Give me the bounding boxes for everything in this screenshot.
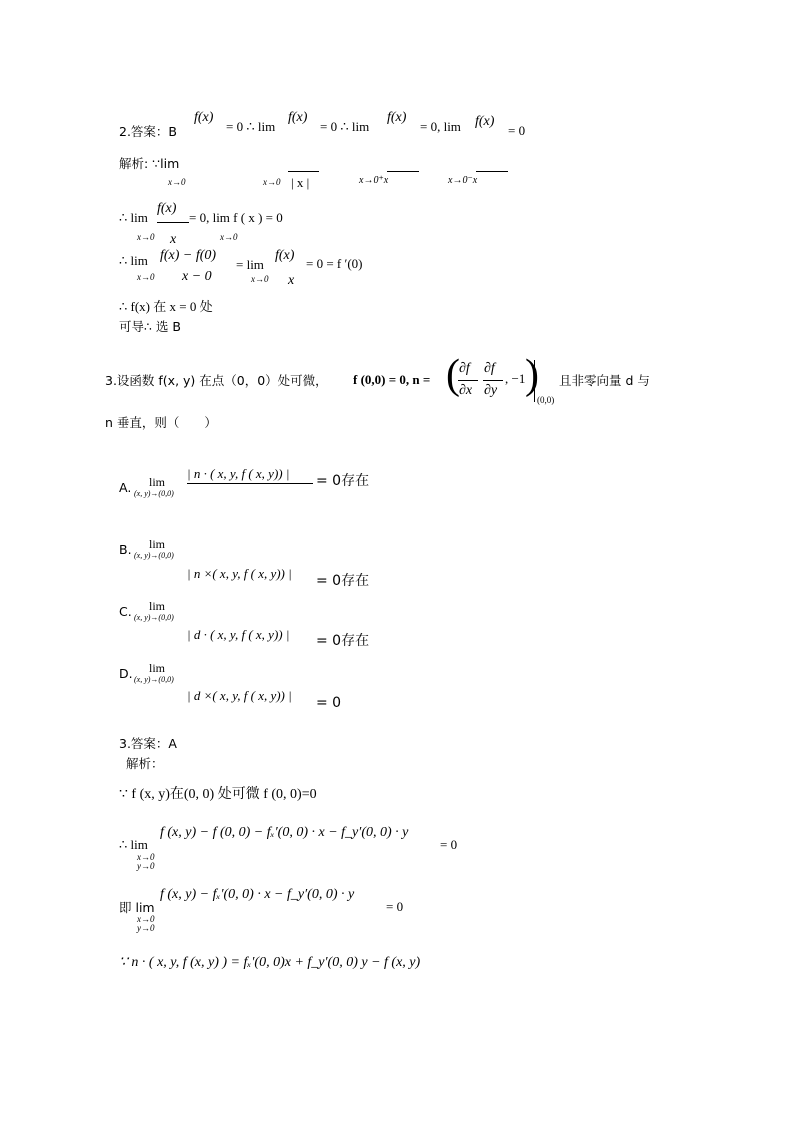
q3-line3-lim: 即 lim — [119, 900, 155, 915]
right-paren: ) — [525, 352, 539, 398]
q2-analysis-sub4: x→0⁻x — [448, 175, 478, 186]
q2-line1-num: f(x) — [157, 201, 177, 216]
option-a-label: A. — [119, 480, 132, 495]
fraction-bar — [458, 380, 478, 381]
fraction-bar — [483, 380, 503, 381]
option-b-sub: (x, y)→(0,0) — [134, 551, 174, 560]
q3-stem-j: n 垂直，则（ ） — [105, 415, 217, 430]
q3-stem-b: f (0,0) = 0, n = — [353, 372, 431, 387]
q2-line2-sub2: x→0 — [251, 274, 269, 284]
q2-formula-eq1: = 0 ∴ lim — [226, 119, 276, 134]
q3-stem-g: , −1 — [505, 371, 526, 386]
q3-line3-tail: = 0 — [386, 899, 404, 914]
q3-line3-sub2: y→0 — [137, 923, 155, 933]
q2-line1-lim: ∴ lim — [119, 210, 148, 225]
option-d-num: | d ×( x, y, f ( x, y)) | — [187, 688, 292, 703]
q3-line3-sub1: x→0 — [137, 914, 155, 924]
q2-line1-sub: x→0 — [137, 232, 155, 242]
option-d-lim: lim — [149, 661, 166, 675]
q3-line2-tail: = 0 — [440, 837, 458, 852]
option-c-lim: lim — [149, 599, 166, 613]
fraction-bar — [288, 171, 319, 172]
fraction-bar — [187, 483, 313, 484]
fraction-bar — [387, 171, 419, 172]
q2-line2-lim: ∴ lim — [119, 253, 148, 268]
q3-stem-i: 且非零向量 d 与 — [559, 373, 650, 388]
q2-formula-eq4: = 0 — [508, 123, 526, 138]
q3-stem-h: (0,0) — [537, 395, 555, 405]
q2-analysis-sub1: x→0 — [168, 177, 186, 187]
option-c-num: | d · ( x, y, f ( x, y)) | — [187, 627, 290, 642]
q3-line2-sub2: y→0 — [137, 861, 155, 871]
option-a-num: | n · ( x, y, f ( x, y)) | — [187, 466, 290, 481]
q2-formula-eq3: = 0, lim — [420, 119, 461, 134]
fraction-bar — [157, 222, 189, 223]
q3-analysis-label: 解析： — [126, 756, 164, 771]
option-c-sub: (x, y)→(0,0) — [134, 613, 174, 622]
q2-line2-eq: = lim — [236, 257, 264, 272]
q2-formula-fx4: f(x) — [475, 114, 495, 129]
q3-line3-num: f (x, y) − fₓ′(0, 0) · x − f_y′(0, 0) · y — [160, 887, 355, 902]
option-b-tail: = 0存在 — [316, 573, 370, 589]
option-a-sub: (x, y)→(0,0) — [134, 489, 174, 498]
q3-line2-lim: ∴ lim — [119, 837, 148, 852]
q2-line2-den: x − 0 — [182, 269, 212, 284]
q2-analysis-label: 解析: ∵lim — [119, 156, 180, 171]
q2-analysis-den2: | x | — [291, 175, 310, 190]
q3-stem-a: 3.设函数 f(x, y) 在点（0，0）处可微， — [105, 373, 328, 388]
q2-formula-eq2: = 0 ∴ lim — [320, 119, 370, 134]
q2-analysis-sub2: x→0 — [263, 177, 281, 187]
option-d-tail: = 0 — [316, 695, 342, 711]
q3-stem-d: ∂x — [459, 383, 473, 398]
option-d-sub: (x, y)→(0,0) — [134, 675, 174, 684]
option-c-label: C. — [119, 604, 132, 619]
q2-line2-num: f(x) − f(0) — [160, 248, 217, 263]
q2-line2-tail: = 0 = f ′(0) — [306, 256, 363, 271]
q2-line2-den2: x — [288, 273, 295, 288]
option-c-tail: = 0存在 — [316, 633, 370, 649]
q2-line1-den: x — [170, 232, 177, 247]
q2-line1-sub2: x→0 — [220, 232, 238, 242]
q3-line4: ∵ n · ( x, y, f (x, y) ) = fₓ′(0, 0)x + f_y′(0, 0) y − f (x, y) — [119, 955, 421, 970]
q2-line4: 可导∴ 选 B — [119, 319, 181, 334]
q2-formula-fx1: f(x) — [194, 110, 214, 125]
q3-line2-num: f (x, y) − f (0, 0) − fₓ′(0, 0) · x − f_y′(0, 0) · y — [160, 825, 409, 840]
q2-line2-sub: x→0 — [137, 272, 155, 282]
q2-line2-num2: f(x) — [275, 248, 295, 263]
option-a-lim: lim — [149, 475, 166, 489]
option-b-label: B. — [119, 542, 132, 557]
q3-stem-e: ∂f — [484, 361, 495, 376]
q3-stem-f: ∂y — [484, 383, 498, 398]
option-a-tail: = 0存在 — [316, 473, 370, 489]
q3-stem-c: ∂f — [459, 361, 470, 376]
q2-line1-mid: = 0, lim f ( x ) = 0 — [189, 210, 283, 225]
fraction-bar — [476, 171, 508, 172]
q2-formula-fx3: f(x) — [387, 110, 407, 125]
option-b-num: | n ×( x, y, f ( x, y)) | — [187, 566, 292, 581]
q2-formula-fx2: f(x) — [288, 110, 308, 125]
evaluation-bar — [534, 360, 535, 402]
q2-line3: ∴ f(x) 在 x = 0 处 — [119, 299, 213, 314]
option-d-label: D. — [119, 666, 133, 681]
q3-line1: ∵ f (x, y)在(0, 0) 处可微 f (0, 0)=0 — [119, 787, 317, 802]
q2-answer-label: 2.答案：B — [119, 124, 178, 139]
option-b-lim: lim — [149, 537, 166, 551]
q3-answer-label: 3.答案：A — [119, 736, 177, 751]
q3-line2-sub1: x→0 — [137, 852, 155, 862]
q2-analysis-sub3: x→0⁺x — [359, 175, 389, 186]
left-paren: ( — [446, 352, 460, 398]
